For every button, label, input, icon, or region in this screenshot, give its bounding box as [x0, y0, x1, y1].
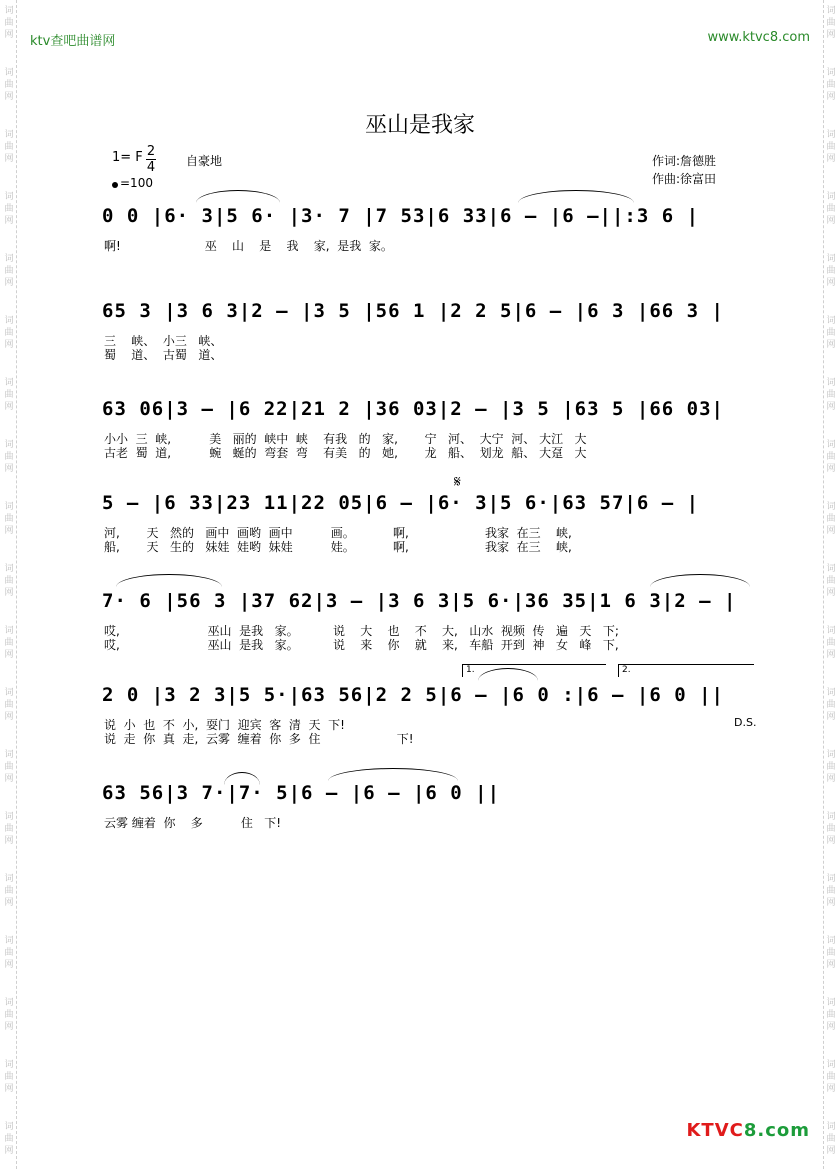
- watermark-glyph: 词: [826, 440, 836, 450]
- watermark-glyph: 曲: [4, 452, 14, 462]
- slur-mark: [224, 772, 260, 785]
- watermark-glyph: 曲: [826, 1010, 836, 1020]
- watermark-glyph: 网: [826, 960, 836, 970]
- expression-marking: 自豪地: [186, 154, 223, 168]
- site-name-header: ktv查吧曲谱网: [30, 34, 116, 49]
- lyric-line: 三 峡、 小三 峡、: [104, 334, 223, 348]
- watermark-glyph: 词: [826, 688, 836, 698]
- watermark-glyph: 网: [4, 30, 14, 40]
- lyric-line: 古老 蜀 道, 蜿 蜒的 弯套 弯 有美 的 她, 龙 船、 划龙 船、 大趸 大: [104, 446, 587, 460]
- watermark-glyph: 曲: [4, 824, 14, 834]
- notation-line: 7· 6 |56 3 |37 62|3 – |3 6 3|5 6·|36 35|1 6 3|2 – |: [102, 590, 737, 612]
- watermark-glyph: 词: [4, 192, 14, 202]
- logo-part-a: KTVC: [686, 1120, 744, 1141]
- watermark-glyph: 曲: [4, 762, 14, 772]
- lyric-line: 啊! 巫 山 是 我 家, 是我 家。: [104, 239, 393, 253]
- second-ending-label: 2.: [622, 665, 631, 675]
- watermark-glyph: 曲: [826, 886, 836, 896]
- watermark-glyph: 词: [4, 1060, 14, 1070]
- watermark-glyph: 网: [826, 92, 836, 102]
- watermark-glyph: 网: [826, 278, 836, 288]
- watermark-glyph: 曲: [826, 204, 836, 214]
- watermark-glyph: 曲: [4, 886, 14, 896]
- watermark-glyph: 网: [4, 712, 14, 722]
- watermark-glyph: 词: [4, 936, 14, 946]
- tempo-marking: [112, 176, 153, 190]
- watermark-glyph: 曲: [4, 18, 14, 28]
- watermark-glyph: 词: [4, 874, 14, 884]
- lyric-line: 说 小 也 不 小, 耍门 迎宾 客 清 天 下!: [104, 718, 345, 732]
- watermark-glyph: 网: [4, 650, 14, 660]
- watermark-glyph: 曲: [4, 638, 14, 648]
- watermark-glyph: 曲: [826, 452, 836, 462]
- watermark-glyph: 网: [4, 340, 14, 350]
- watermark-glyph: 网: [4, 836, 14, 846]
- watermark-glyph: 词: [4, 254, 14, 264]
- time-signature: [146, 144, 156, 175]
- watermark-glyph: 词: [826, 6, 836, 16]
- watermark-glyph: 曲: [4, 514, 14, 524]
- song-title: 巫山是我家: [364, 113, 475, 138]
- site-url-header: www.ktvc8.com: [707, 30, 810, 45]
- watermark-glyph: 词: [826, 874, 836, 884]
- watermark-glyph: 曲: [4, 1134, 14, 1144]
- notation-line: 63 06|3 – |6 22|21 2 |36 03|2 – |3 5 |63 5 |66 03|: [102, 398, 724, 420]
- watermark-glyph: 曲: [826, 700, 836, 710]
- watermark-glyph: 曲: [826, 142, 836, 152]
- watermark-glyph: 网: [4, 898, 14, 908]
- watermark-glyph: 曲: [826, 18, 836, 28]
- watermark-glyph: 网: [826, 154, 836, 164]
- watermark-glyph: 网: [4, 588, 14, 598]
- watermark-glyph: 网: [4, 92, 14, 102]
- logo-part-b: 8.com: [743, 1120, 810, 1141]
- quarter-note-icon: [112, 182, 118, 188]
- watermark-glyph: 网: [826, 464, 836, 474]
- watermark-glyph: 词: [4, 626, 14, 636]
- lyric-line: 说 走 你 真 走, 云雾 缠着 你 多 住 下!: [104, 732, 414, 746]
- lyric-line: 船, 天 生的 妹娃 娃哟 妹娃 娃。 啊, 我家 在三 峡,: [104, 540, 572, 554]
- watermark-glyph: 曲: [826, 390, 836, 400]
- slur-mark: [328, 768, 458, 781]
- watermark-glyph: 曲: [826, 266, 836, 276]
- lyric-line: 蜀 道、 古蜀 道、: [104, 348, 223, 362]
- watermark-glyph: 词: [826, 502, 836, 512]
- watermark-glyph: 网: [826, 650, 836, 660]
- watermark-glyph: 曲: [826, 824, 836, 834]
- watermark-glyph: 网: [4, 278, 14, 288]
- watermark-glyph: 曲: [4, 700, 14, 710]
- watermark-glyph: 网: [826, 402, 836, 412]
- lyric-line: 云雾 缠着 你 多 住 下!: [104, 816, 282, 830]
- first-ending-label: 1.: [466, 665, 475, 675]
- lyric-line: 河, 天 然的 画中 画哟 画中 画。 啊, 我家 在三 峡,: [104, 526, 572, 540]
- notation-line: 5 – |6 33|23 11|22 05|6 – |6· 3|5 6·|63 57|6 – |: [102, 492, 700, 514]
- watermark-glyph: 词: [826, 68, 836, 78]
- watermark-glyph: 曲: [826, 80, 836, 90]
- watermark-glyph: 词: [826, 316, 836, 326]
- tempo-value: =100: [120, 176, 153, 190]
- watermark-glyph: 网: [826, 836, 836, 846]
- watermark-glyph: 曲: [4, 948, 14, 958]
- watermark-glyph: 网: [826, 588, 836, 598]
- notation-line: 63 56|3 7·|7· 5|6 – |6 – |6 0 ||: [102, 782, 501, 804]
- key-signature: 1= F: [112, 150, 143, 165]
- watermark-glyph: 网: [4, 1146, 14, 1156]
- watermark-glyph: 词: [4, 688, 14, 698]
- watermark-glyph: 曲: [826, 1072, 836, 1082]
- watermark-glyph: 曲: [826, 638, 836, 648]
- watermark-glyph: 词: [4, 502, 14, 512]
- watermark-glyph: 曲: [826, 1134, 836, 1144]
- watermark-glyph: 曲: [4, 1072, 14, 1082]
- watermark-glyph: 词: [826, 192, 836, 202]
- watermark-glyph: 网: [4, 774, 14, 784]
- watermark-glyph: 曲: [826, 762, 836, 772]
- watermark-glyph: 曲: [4, 142, 14, 152]
- watermark-glyph: 网: [826, 1146, 836, 1156]
- watermark-glyph: 词: [4, 564, 14, 574]
- watermark-glyph: 曲: [826, 948, 836, 958]
- watermark-glyph: 网: [826, 898, 836, 908]
- watermark-glyph: 词: [4, 130, 14, 140]
- lyric-line: 小小 三 峡, 美 丽的 峡中 峡 有我 的 家, 宁 河、 大宁 河、 大江 大: [104, 432, 587, 446]
- watermark-glyph: 网: [826, 712, 836, 722]
- watermark-glyph: 词: [4, 750, 14, 760]
- slur-mark: [196, 190, 280, 203]
- watermark-glyph: 词: [4, 998, 14, 1008]
- watermark-glyph: 词: [826, 564, 836, 574]
- time-sig-top: 2: [146, 144, 156, 159]
- watermark-glyph: 词: [4, 6, 14, 16]
- composer-credit: 作曲:徐富田: [652, 172, 717, 186]
- watermark-glyph: 词: [826, 254, 836, 264]
- watermark-glyph: 曲: [826, 514, 836, 524]
- watermark-glyph: 曲: [4, 80, 14, 90]
- watermark-glyph: 网: [826, 30, 836, 40]
- slur-mark: [518, 190, 634, 203]
- watermark-glyph: 词: [826, 998, 836, 1008]
- notation-line: 65 3 |3 6 3|2 – |3 5 |56 1 |2 2 5|6 – |6 3 |66 3 |: [102, 300, 724, 322]
- watermark-glyph: 词: [4, 378, 14, 388]
- lyric-line: 哎, 巫山 是我 家。 说 来 你 就 来, 车船 开到 神 女 峰 下,: [104, 638, 619, 652]
- second-ending-bracket: [618, 664, 754, 677]
- watermark-glyph: 网: [4, 154, 14, 164]
- dal-segno-marking: D.S.: [734, 716, 757, 729]
- watermark-glyph: 网: [826, 340, 836, 350]
- site-logo: [686, 1120, 810, 1141]
- time-sig-bottom: 4: [146, 160, 156, 175]
- watermark-glyph: 词: [826, 130, 836, 140]
- first-ending-bracket: [462, 664, 606, 677]
- watermark-glyph: 网: [826, 1022, 836, 1032]
- watermark-glyph: 词: [826, 626, 836, 636]
- watermark-glyph: 网: [4, 526, 14, 536]
- watermark-glyph: 词: [826, 1060, 836, 1070]
- watermark-glyph: 词: [826, 750, 836, 760]
- watermark-glyph: 网: [826, 1084, 836, 1094]
- watermark-glyph: 网: [4, 1084, 14, 1094]
- watermark-glyph: 曲: [4, 576, 14, 586]
- lyric-line: 哎, 巫山 是我 家。 说 大 也 不 大, 山水 视频 传 遍 天 下;: [104, 624, 619, 638]
- watermark-glyph: 曲: [4, 1010, 14, 1020]
- watermark-glyph: 词: [4, 68, 14, 78]
- watermark-glyph: 词: [826, 936, 836, 946]
- watermark-glyph: 网: [4, 960, 14, 970]
- watermark-glyph: 曲: [4, 204, 14, 214]
- watermark-glyph: 词: [826, 812, 836, 822]
- watermark-glyph: 曲: [4, 328, 14, 338]
- lyricist-credit: 作词:詹德胜: [652, 154, 717, 168]
- slur-mark: [116, 574, 222, 587]
- watermark-glyph: 曲: [4, 266, 14, 276]
- watermark-glyph: 词: [826, 378, 836, 388]
- watermark-glyph: 网: [826, 216, 836, 226]
- segno-sign: 𝄋: [454, 472, 461, 491]
- watermark-glyph: 网: [4, 464, 14, 474]
- notation-line: 0 0 |6· 3|5 6· |3· 7 |7 53|6 33|6 – |6 –||:3 6 |: [102, 205, 700, 227]
- watermark-glyph: 词: [826, 1122, 836, 1132]
- watermark-glyph: 词: [4, 1122, 14, 1132]
- watermark-glyph: 曲: [826, 328, 836, 338]
- watermark-glyph: 网: [826, 774, 836, 784]
- watermark-glyph: 网: [4, 1022, 14, 1032]
- watermark-glyph: 词: [4, 812, 14, 822]
- watermark-glyph: 网: [4, 402, 14, 412]
- slur-mark: [650, 574, 750, 587]
- watermark-glyph: 网: [4, 216, 14, 226]
- watermark-glyph: 网: [826, 526, 836, 536]
- notation-line: 2 0 |3 2 3|5 5·|63 56|2 2 5|6 – |6 0 :|6 – |6 0 ||: [102, 684, 724, 706]
- watermark-glyph: 词: [4, 440, 14, 450]
- watermark-glyph: 词: [4, 316, 14, 326]
- watermark-glyph: 曲: [826, 576, 836, 586]
- watermark-glyph: 曲: [4, 390, 14, 400]
